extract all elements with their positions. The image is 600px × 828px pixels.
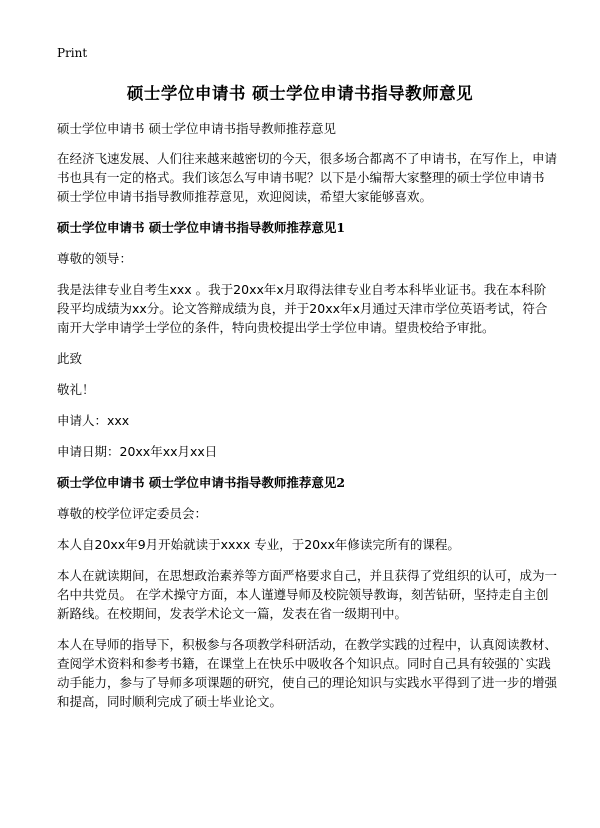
intro-paragraph: 在经济飞速发展、人们往来越来越密切的今天，很多场合都离不了申请书，在写作上，申请书也具有一定的格式。我们该怎么写申请书呢？以下是小编帮大家整理的硕士学位申请书 硕士学位申请书指导教师推荐意见，欢迎阅读，希望大家能够喜欢。 xyxy=(57,151,558,204)
section-1-closing-2: 敬礼！ xyxy=(57,382,95,397)
section-1-closing-1: 此致 xyxy=(57,351,83,366)
section-1-body: 我是法律专业自考生xxx 。我于20xx年x月取得法律专业自考本科毕业证书。我在本科阶段平均成绩为xx分。论文答辩成绩为良，并于20xx年x月通过天津市学位英语考试，符合南开大学申请学士学位的条件，特向贵校提出学士学位申请。望贵校给予审批。 xyxy=(57,282,548,335)
page-title: 硕士学位申请书 硕士学位申请书指导教师意见 xyxy=(126,84,474,103)
section-2-heading: 硕士学位申请书 硕士学位申请书指导教师推荐意见2 xyxy=(57,475,346,490)
section-1-applicant: 申请人：xxx xyxy=(57,413,130,428)
section-2-paragraph-1: 本人自20xx年9月开始就读于xxxx 专业，于20xx年修读完所有的课程。 xyxy=(57,537,460,552)
section-2-paragraph-2: 本人在就读期间，在思想政治素养等方面严格要求自己，并且获得了党组织的认可，成为一名中共党员。 在学术操守方面，本人谨遵导师及校院领导教诲，刻苦钻研，坚持走自主创新路线。在校期间，发表学术论文一篇，发表在省一级期刊中。 xyxy=(57,568,558,621)
section-1-heading: 硕士学位申请书 硕士学位申请书指导教师推荐意见1 xyxy=(57,220,346,235)
section-2-salutation: 尊敬的校学位评定委员会： xyxy=(57,506,208,521)
subtitle: 硕士学位申请书 硕士学位申请书指导教师推荐意见 xyxy=(57,121,336,136)
document-body xyxy=(57,119,557,723)
section-2-paragraph-3: 本人在导师的指导下，积极参与各项教学科研活动，在教学实践的过程中，认真阅读教材、查阅学术资料和参考书籍，在课堂上在快乐中吸收各个知识点。同时自己具有较强的`实践动手能力，参与了导师多项课题的研究，使自己的理论知识与实践水平得到了进一步的增强和提高，同时顺利完成了硕士毕业论文。 xyxy=(57,637,558,709)
section-1-salutation: 尊敬的领导： xyxy=(57,251,133,266)
print-link[interactable]: Print xyxy=(57,46,88,60)
section-1-date: 申请日期：20xx年xx月xx日 xyxy=(57,444,218,459)
